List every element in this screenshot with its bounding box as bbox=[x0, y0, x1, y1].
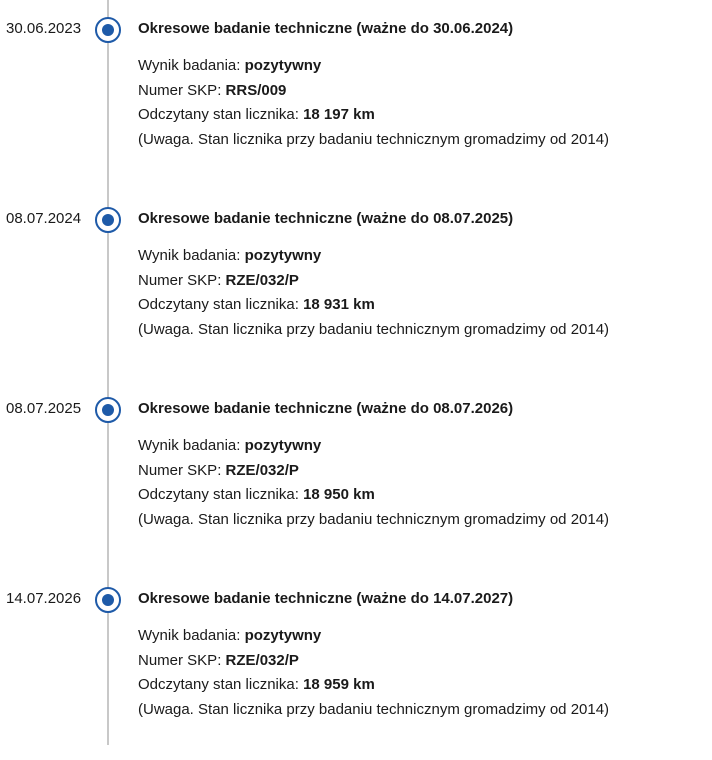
timeline-dot-icon bbox=[95, 397, 121, 423]
meter-note: (Uwaga. Stan licznika przy badaniu technicznym gromadzimy od 2014) bbox=[138, 130, 610, 148]
meter-value: 18 959 km bbox=[303, 676, 375, 693]
entry-title: Okresowe badanie techniczne (ważne do 08.07.2026) bbox=[138, 400, 514, 417]
entry-details bbox=[138, 244, 609, 342]
skp-row bbox=[138, 269, 609, 294]
skp-label: Numer SKP: bbox=[138, 461, 226, 479]
timeline-dot-icon bbox=[95, 587, 121, 613]
timeline-entry bbox=[0, 570, 712, 760]
skp-row bbox=[138, 459, 609, 484]
meter-label: Odczytany stan licznika: bbox=[138, 296, 304, 313]
meter-row bbox=[138, 103, 609, 128]
meter-note: (Uwaga. Stan licznika przy badaniu technicznym gromadzimy od 2014) bbox=[138, 700, 610, 718]
result-label: Wynik badania: bbox=[138, 247, 245, 264]
entry-date: 08.07.2024 bbox=[6, 210, 82, 227]
result-row bbox=[138, 624, 609, 649]
result-value: pozytywny bbox=[244, 627, 322, 644]
skp-label: Numer SKP: bbox=[138, 81, 226, 99]
entry-date: 30.06.2023 bbox=[6, 20, 82, 37]
meter-label: Odczytany stan licznika: bbox=[138, 486, 304, 503]
timeline-entry bbox=[0, 190, 712, 380]
skp-value: RZE/032/P bbox=[225, 651, 299, 669]
result-label: Wynik badania: bbox=[138, 57, 245, 74]
entry-date: 14.07.2026 bbox=[6, 590, 82, 607]
meter-value: 18 931 km bbox=[303, 296, 375, 313]
meter-row bbox=[138, 293, 609, 318]
timeline-dot-icon bbox=[95, 207, 121, 233]
result-value: pozytywny bbox=[244, 57, 322, 74]
meter-note: (Uwaga. Stan licznika przy badaniu technicznym gromadzimy od 2014) bbox=[138, 320, 610, 338]
result-label: Wynik badania: bbox=[138, 627, 245, 644]
skp-row bbox=[138, 649, 609, 674]
result-row bbox=[138, 244, 609, 269]
meter-label: Odczytany stan licznika: bbox=[138, 676, 304, 693]
meter-value: 18 950 km bbox=[303, 486, 375, 503]
skp-value: RRS/009 bbox=[225, 81, 287, 99]
result-value: pozytywny bbox=[244, 247, 322, 264]
skp-row bbox=[138, 79, 609, 104]
timeline-dot-icon bbox=[95, 17, 121, 43]
result-value: pozytywny bbox=[244, 437, 322, 454]
result-row bbox=[138, 434, 609, 459]
skp-label: Numer SKP: bbox=[138, 651, 226, 669]
skp-value: RZE/032/P bbox=[225, 271, 299, 289]
timeline-entry bbox=[0, 0, 712, 190]
entry-details bbox=[138, 54, 609, 152]
meter-label: Odczytany stan licznika: bbox=[138, 106, 304, 123]
entry-details bbox=[138, 624, 609, 722]
meter-row bbox=[138, 673, 609, 698]
timeline-entry bbox=[0, 380, 712, 570]
entry-title: Okresowe badanie techniczne (ważne do 14.07.2027) bbox=[138, 590, 514, 607]
skp-value: RZE/032/P bbox=[225, 461, 299, 479]
meter-value: 18 197 km bbox=[303, 106, 375, 123]
meter-note: (Uwaga. Stan licznika przy badaniu technicznym gromadzimy od 2014) bbox=[138, 510, 610, 528]
entry-details bbox=[138, 434, 609, 532]
result-label: Wynik badania: bbox=[138, 437, 245, 454]
skp-label: Numer SKP: bbox=[138, 271, 226, 289]
meter-row bbox=[138, 483, 609, 508]
entry-title: Okresowe badanie techniczne (ważne do 30.06.2024) bbox=[138, 20, 514, 37]
result-row bbox=[138, 54, 609, 79]
entry-date: 08.07.2025 bbox=[6, 400, 82, 417]
entry-title: Okresowe badanie techniczne (ważne do 08.07.2025) bbox=[138, 210, 514, 227]
